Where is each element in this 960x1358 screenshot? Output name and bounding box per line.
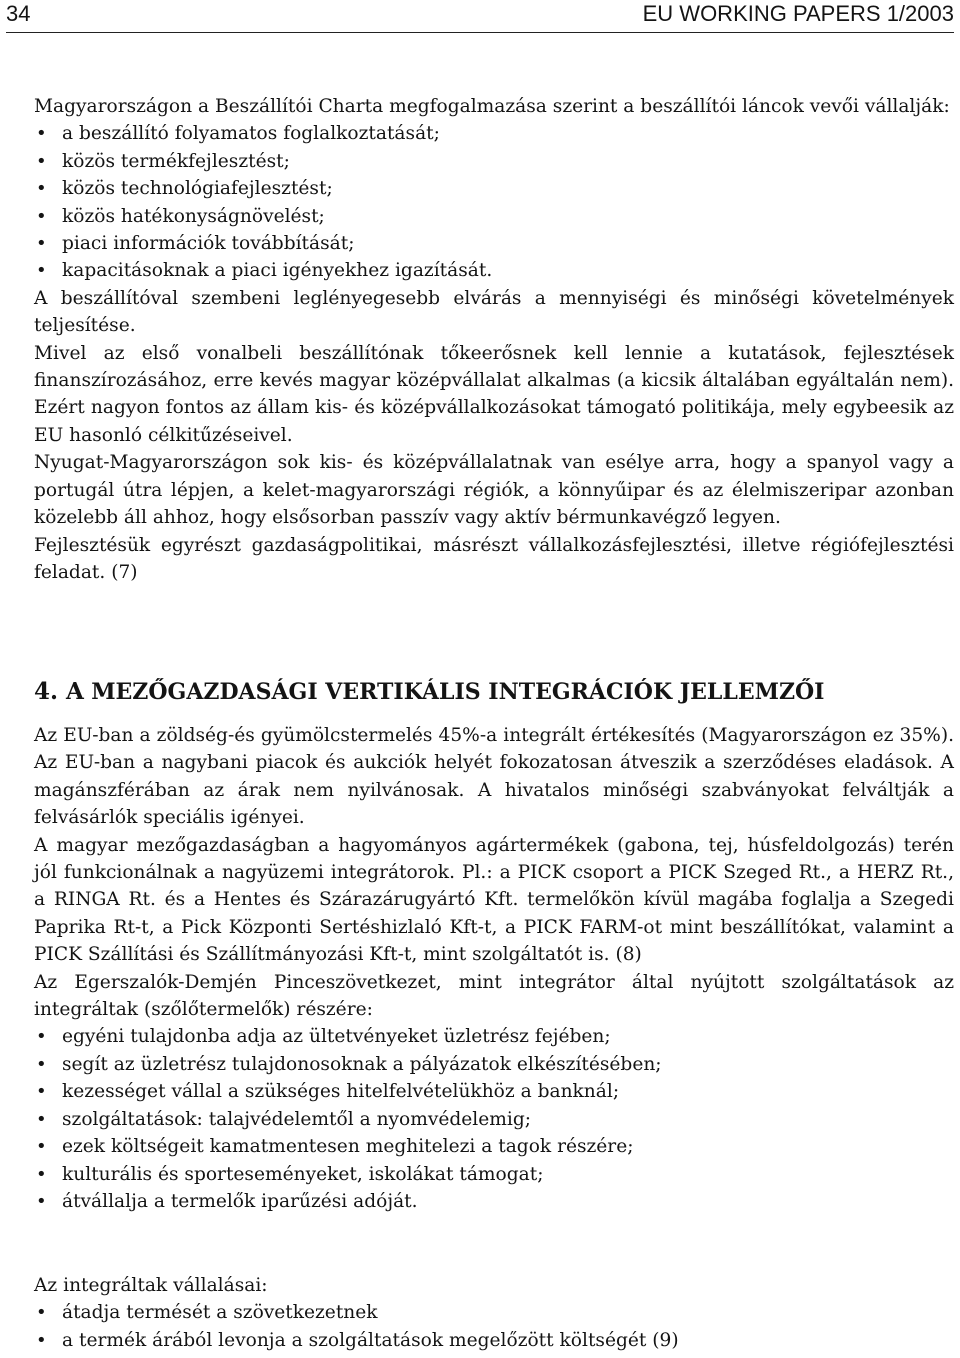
supplier-commitments-list bbox=[34, 120, 954, 284]
list-item: • közös termékfejlesztést; bbox=[34, 148, 954, 175]
paragraph: Mivel az első vonalbeli beszállítónak tőkeerősnek kell lennie a kutatások, fejlesztések finanszírozásához, erre kevés magyar középvállalat alkalmas (a kicsik általában egyáltalán nem). Ezért nagyon fontos az állam kis- és középvállalkozásokat támogató politikája, mely egybeesik az EU hasonló célkitűzéseivel. bbox=[34, 342, 954, 446]
list-item: • közös hatékonyságnövelést; bbox=[34, 203, 954, 230]
list-item: • ezek költségeit kamatmentesen meghitelezi a tagok részére; bbox=[34, 1133, 954, 1160]
list-item: • segít az üzletrész tulajdonosoknak a pályázatok elkészítésében; bbox=[34, 1051, 954, 1078]
obligations-block bbox=[34, 1272, 954, 1354]
paragraph: Az Egerszalók-Demjén Pinceszövetkezet, mint integrátor által nyújtott szolgáltatások az integráltak (szőlőtermelők) részére: bbox=[34, 971, 954, 1021]
intro-paragraph: Magyarországon a Beszállítói Charta megfogalmazása szerint a beszállítói láncok vevői vállalják: bbox=[34, 96, 950, 117]
list-item: • kezességet vállal a szükséges hitelfelvételükhöz a banknál; bbox=[34, 1078, 954, 1105]
page-header bbox=[6, 0, 954, 33]
obligations-list bbox=[34, 1299, 954, 1354]
section-heading-block bbox=[34, 678, 954, 706]
section-number: 4. A bbox=[34, 678, 84, 705]
paragraph: Nyugat-Magyarországon sok kis- és középvállalatnak van esélye arra, hogy a spanyol vagy a portugál útra lépjen, a kelet-magyarországi régiók, a könnyűipar és az élelmiszeripar azonban közelebb áll ahhoz, hogy elsősorban passzív vagy aktív bérmunkavégző legyen. bbox=[34, 452, 954, 529]
list-item: • a beszállító folyamatos foglalkoztatását; bbox=[34, 120, 954, 147]
list-item: • átvállalja a termelők iparűzési adóját. bbox=[34, 1188, 954, 1215]
page-number: 34 bbox=[6, 1, 31, 26]
list-item: • piaci információk továbbítását; bbox=[34, 230, 954, 257]
paragraph: A magyar mezőgazdaságban a hagyományos agártermékek (gabona, tej, húsfeldolgozás) terén jól funkcionálnak a nagyüzemi integrátorok. Pl.: a PICK csoport a PICK Szeged Rt., a HERZ Rt., a RINGA Rt. és a Hentes és Szárazárugyártó Kft. termelőkön kívül magába foglalja a Szegedi Paprika Rt-t, a Pick Központi Sertéshizlaló Kft-t, a PICK FARM-ot mint beszállítókat, valamint a PICK Szállítási és Szállítmányozási Kft-t, mint szolgáltatót is. (8) bbox=[34, 834, 954, 966]
section-title: MEZŐGAZDASÁGI VERTIKÁLIS INTEGRÁCIÓK JELLEMZŐI bbox=[91, 679, 825, 705]
list-item: • egyéni tulajdonba adja az ültetvényeket üzletrész fejében; bbox=[34, 1023, 954, 1050]
list-item: • közös technológiafejlesztést; bbox=[34, 175, 954, 202]
paragraph: Az EU-ban a zöldség-és gyümölcstermelés 45%-a integrált értékesítés (Magyarországon ez 35%). Az EU-ban a nagybani piacok és aukciók helyét fokozatosan átveszik a szerződéses eladások. A magánszférában az árak nem nyilvánosak. A hivatalos minőségi szabványokat felváltják a felvásárlók speciális igényei. bbox=[34, 725, 954, 829]
section-body bbox=[34, 722, 954, 1215]
series-title: EU WORKING PAPERS 1/2003 bbox=[642, 1, 954, 26]
list-item: • szolgáltatások: talajvédelemtől a nyomvédelemig; bbox=[34, 1106, 954, 1133]
paragraph: Fejlesztésük egyrészt gazdaságpolitikai, másrészt vállalkozásfejlesztési, illetve régiófejlesztési feladat. (7) bbox=[34, 534, 954, 583]
document-body bbox=[34, 93, 954, 586]
list-item: • kapacitásoknak a piaci igényekhez igazítását. bbox=[34, 257, 954, 284]
list-item: • kulturális és sporteseményeket, iskolákat támogat; bbox=[34, 1161, 954, 1188]
section-heading bbox=[34, 678, 954, 706]
paragraph: A beszállítóval szembeni leglényegesebb elvárás a mennyiségi és minőségi követelmények teljesítése. bbox=[34, 287, 954, 337]
services-list bbox=[34, 1023, 954, 1215]
list-item: • átadja termését a szövetkezetnek bbox=[34, 1299, 954, 1326]
obligations-heading: Az integráltak vállalásai: bbox=[34, 1275, 268, 1296]
list-item: • a termék árából levonja a szolgáltatások megelőzött költségét (9) bbox=[34, 1327, 954, 1354]
